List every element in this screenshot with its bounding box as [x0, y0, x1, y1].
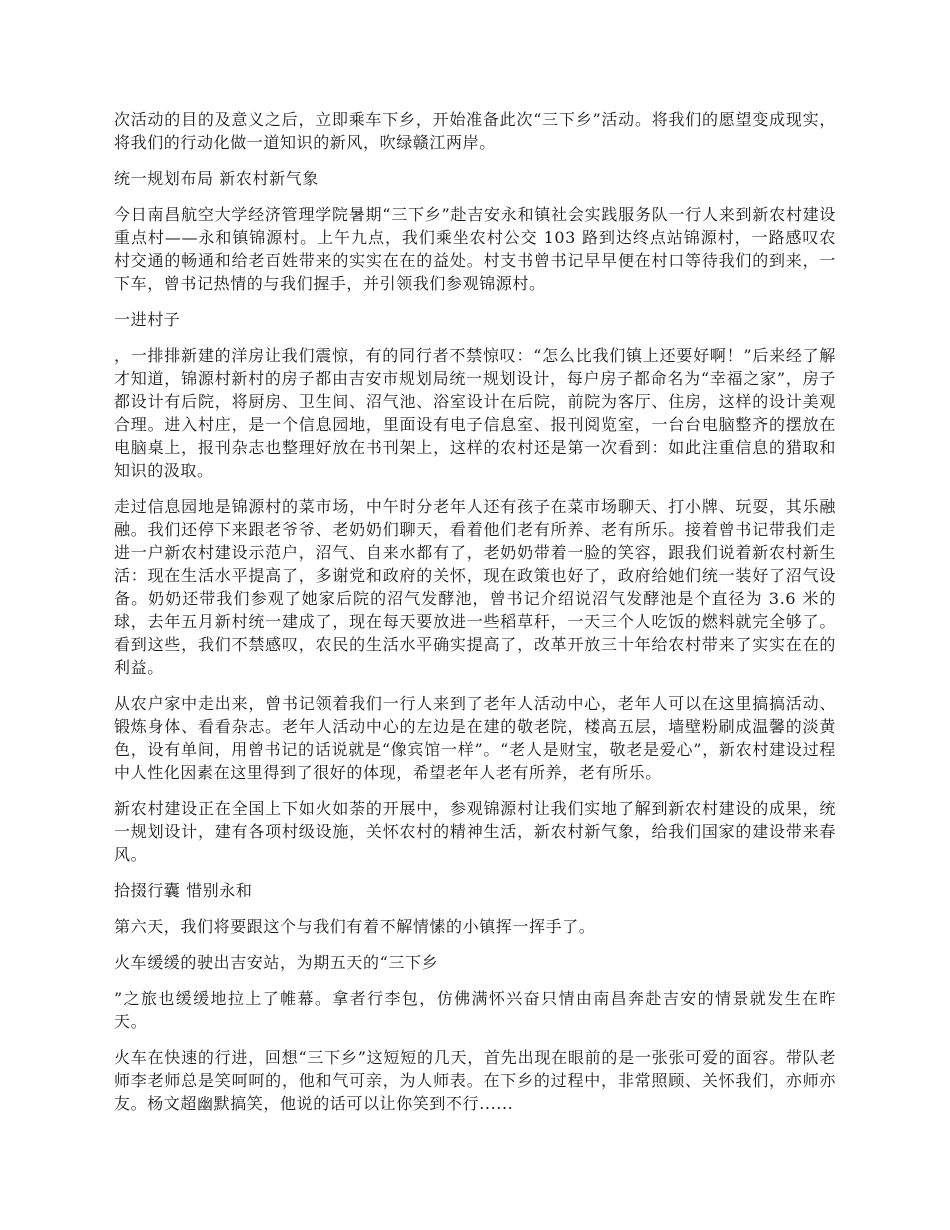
paragraph: 次活动的目的及意义之后，立即乘车下乡，开始准备此次“三下乡”活动。将我们的愿望变成现实，将我们的行动化做一道知识的新风，吹绿赣江两岸。: [114, 110, 836, 152]
paragraph: ”之旅也缓缓地拉上了帷幕。拿者行李包，仿佛满怀兴奋只情由南昌奔赴吉安的情景就发生在昨天。: [114, 989, 836, 1031]
paragraph: 火车缓缓的驶出吉安站，为期五天的“三下乡: [114, 953, 439, 972]
paragraph: 今日南昌航空大学经济管理学院暑期“三下乡”赴吉安永和镇社会实践服务队一行人来到新农村建设重点村——永和镇锦源村。上午九点，我们乘坐农村公交 103 路到达终点站锦源村，一路感叹农村交通的畅通和给老百姓带来的实实在在的益处。村支书曾书记早早便在村口等待我们的到来，一下车，曾书记热情的与我们握手，并引领我们参观锦源村。: [114, 205, 836, 293]
section-heading: 拾掇行囊 惜别永和: [114, 881, 253, 900]
paragraph: 走过信息园地是锦源村的菜市场，中午时分老年人还有孩子在菜市场聊天、打小牌、玩耍，其乐融融。我们还停下来跟老爷爷、老奶奶们聊天，看着他们老有所养、老有所乐。接着曾书记带我们走进一户新农村建设示范户，沼气、自来水都有了，老奶奶带着一脸的笑容，跟我们说着新农村新生活：现在生活水平提高了，多谢党和政府的关怀，现在政策也好了，政府给她们统一装好了沼气设备。奶奶还带我们参观了她家后院的沼气发酵池，曾书记介绍说沼气发酵池是个直径为 3.6 米的球，去年五月新村统一建成了，现在每天要放进一些稻草秆，一天三个人吃饭的燃料就完全够了。看到这些，我们不禁感叹，农民的生活水平确实提高了，改革开放三十年给农村带来了实实在在的利益。: [114, 497, 836, 677]
document-body: [114, 108, 836, 1128]
paragraph: 新农村建设正在全国上下如火如荼的开展中，参观锦源村让我们实地了解到新农村建设的成果，统一规划设计，建有各项村级设施，关怀农村的精神生活，新农村新气象，给我们国家的建设带来春风。: [114, 799, 836, 864]
paragraph: 火车在快速的行进，回想“三下乡”这短短的几天，首先出现在眼前的是一张张可爱的面容。带队老师李老师总是笑呵呵的，他和气可亲，为人师表。在下乡的过程中，非常照顾、关怀我们，亦师亦友。杨文超幽默搞笑，他说的话可以让你笑到不行......: [114, 1048, 836, 1113]
paragraph: ，一排排新建的洋房让我们震惊，有的同行者不禁惊叹：“怎么比我们镇上还要好啊！”后来经了解才知道，锦源村新村的房子都由吉安市规划局统一规划设计，每户房子都命名为“幸福之家”，房子都设计有后院，将厨房、卫生间、沼气池、浴室设计在后院，前院为客厅、住房，这样的设计美观合理。进入村庄，是一个信息园地，里面设有电子信息室、报刊阅览室，一台台电脑整齐的摆放在电脑桌上，报刊杂志也整理好放在书刊架上，这样的农村还是第一次看到：如此注重信息的猎取和知识的汲取。: [114, 346, 836, 480]
section-heading: 一进村子: [114, 310, 181, 329]
section-heading: 统一规划布局 新农村新气象: [114, 169, 319, 188]
paragraph: 第六天，我们将要跟这个与我们有着不解情愫的小镇挥一挥手了。: [114, 917, 596, 936]
paragraph: 从农户家中走出来，曾书记领着我们一行人来到了老年人活动中心，老年人可以在这里搞搞活动、锻炼身体、看看杂志。老年人活动中心的左边是在建的敬老院，楼高五层，墙壁粉刷成温馨的淡黄色，设有单间，用曾书记的话说就是“像宾馆一样”。“老人是财宝，敬老是爱心”，新农村建设过程中人性化因素在这里得到了很好的体现，希望老年人老有所养，老有所乐。: [114, 694, 836, 782]
